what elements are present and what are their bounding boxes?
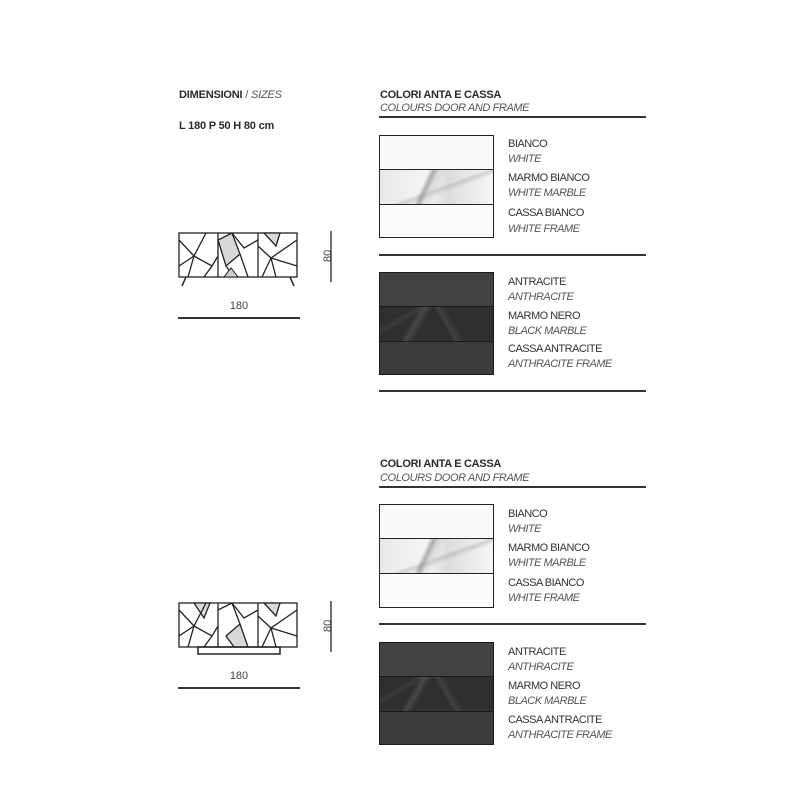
label-anthracite-it: ANTRACITE [508,276,566,288]
dimensions-title [179,89,282,101]
dimensions-title-en: SIZES [250,89,282,101]
label-anthracite-it-2: ANTRACITE [508,646,566,658]
colours-title-en-2: COLOURS DOOR AND FRAME [380,472,530,484]
dimensions-title-it: DIMENSIONI [179,89,243,101]
label-anthracite-frame-en: ANTHRACITE FRAME [508,358,612,370]
sideboard-plinth [198,647,280,654]
white-swatch-group [379,135,494,238]
width-measure-label: 180 [229,300,249,312]
divider [379,390,646,392]
dark-swatch-group [379,272,494,375]
dimensions-separator: / [245,89,249,101]
label-anthracite-frame-en-2: ANTHRACITE FRAME [508,729,612,741]
label-white-frame-en-2: WHITE FRAME [508,592,580,604]
divider [379,486,646,488]
height-measure-label-2: 80 [322,619,334,632]
label-anthracite-frame-it-2: CASSA ANTRACITE [508,714,602,726]
label-anthracite-frame-it: CASSA ANTRACITE [508,343,602,355]
swatch-white-2[interactable] [380,505,493,539]
swatch-white[interactable] [380,136,493,170]
label-black-marble-en-2: BLACK MARBLE [508,695,587,707]
swatch-white-frame[interactable] [380,205,493,237]
colours-title-it: COLORI ANTA E CASSA [380,89,502,101]
colours-title-en: COLOURS DOOR AND FRAME [380,102,530,114]
swatch-white-marble[interactable] [380,170,493,205]
label-white-it-2: BIANCO [508,508,548,520]
swatch-black-marble[interactable] [380,307,493,342]
swatch-anthracite[interactable] [380,273,493,307]
divider [379,116,646,118]
swatch-black-marble-2[interactable] [380,677,493,712]
label-white-marble-en: WHITE MARBLE [508,187,586,199]
swatch-anthracite-frame[interactable] [380,342,493,374]
swatch-anthracite-2[interactable] [380,643,493,677]
label-anthracite-en: ANTHRACITE [508,291,574,303]
height-measure-label: 80 [322,249,334,262]
divider [379,623,646,625]
label-black-marble-it-2: MARMO NERO [508,680,580,692]
label-anthracite-en-2: ANTHRACITE [508,661,574,673]
label-black-marble-it: MARMO NERO [508,310,580,322]
swatch-anthracite-frame-2[interactable] [380,712,493,744]
width-measure-label-2: 180 [229,670,249,682]
swatch-white-frame-2[interactable] [380,574,493,607]
label-white-marble-it-2: MARMO BIANCO [508,542,590,554]
label-white-frame-en: WHITE FRAME [508,223,580,235]
label-white-en: WHITE [508,153,541,165]
width-measure-line-2 [178,687,300,689]
dimensions-size: L 180 P 50 H 80 cm [179,120,275,132]
label-white-it: BIANCO [508,138,548,150]
width-measure-line [178,317,300,319]
leg-left [182,277,186,286]
label-white-frame-it-2: CASSA BIANCO [508,577,584,589]
dark-swatch-group-2 [379,642,494,745]
label-white-frame-it: CASSA BIANCO [508,207,584,219]
divider [379,254,646,256]
swatch-white-marble-2[interactable] [380,539,493,574]
leg-right [290,277,294,286]
colours-title-it-2: COLORI ANTA E CASSA [380,458,502,470]
label-white-marble-en-2: WHITE MARBLE [508,557,586,569]
label-black-marble-en: BLACK MARBLE [508,325,587,337]
white-swatch-group-2 [379,504,494,608]
label-white-marble-it: MARMO BIANCO [508,172,590,184]
label-white-en-2: WHITE [508,523,541,535]
